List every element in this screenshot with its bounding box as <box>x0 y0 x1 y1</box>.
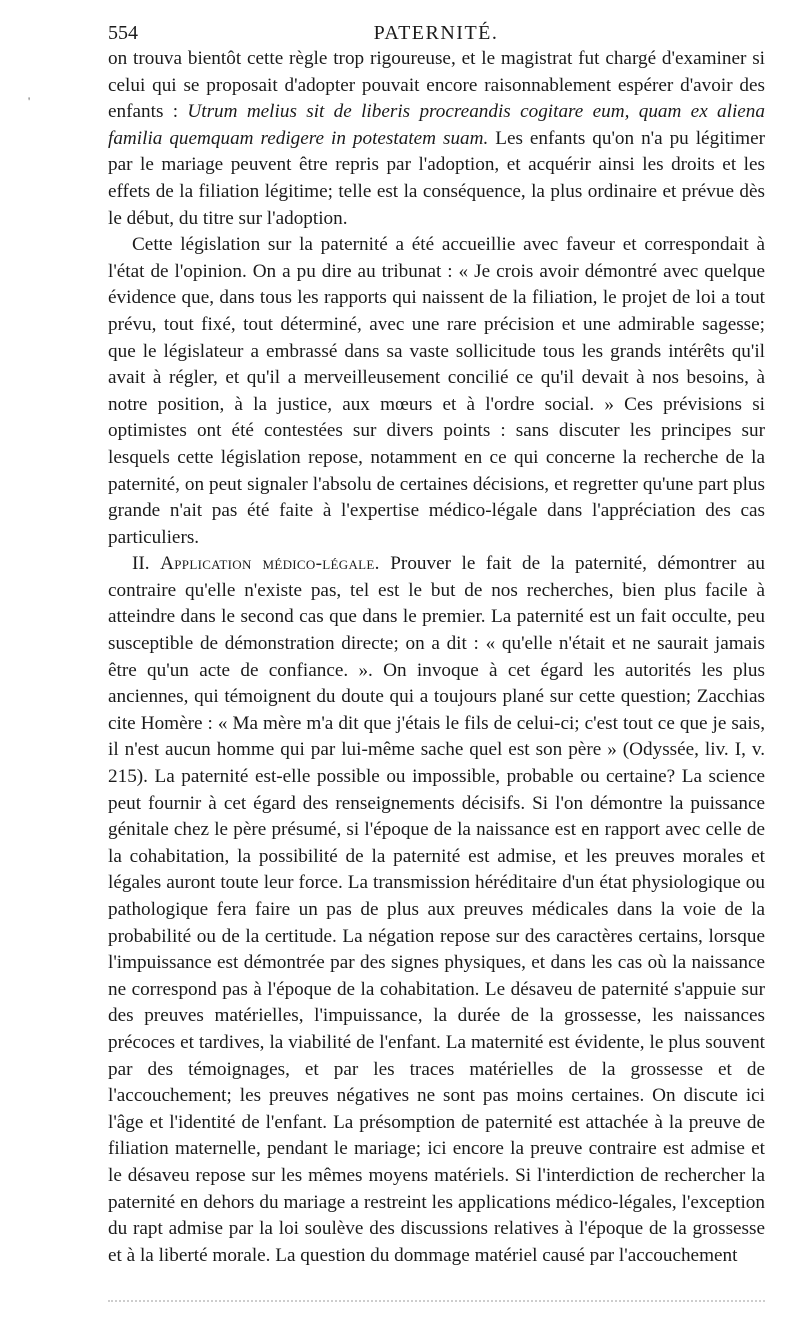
paragraph-text: Cette législation sur la paternité a été accueillie avec faveur et correspondait à l'état de l'opinion. On a pu dire au tribunat : « Je crois avoir démontré avec quelque évidence que, dans tous les rapports qui naissent de la filiation, le projet de loi a tout prévu, tout fixé, tout déterminé, avec une rare précision et une admirable sagesse; que le législateur a embrassé dans sa vaste sollicitude tous les grands intérêts qu'il avait à régler, et qu'il a merveilleusement concilié ce qu'il devait à nos besoins, à notre position, à la justice, aux mœurs et à l'ordre social. » Ces prévisions si optimistes ont été contestées sur divers points : sans discuter les principes sur lesquels cette législation repose, notamment en ce qui concerne la recherche de la paternité, on peut signaler l'absolu de certaines décisions, et regretter qu'une part plus grande n'ait pas été faite à l'expertise médico-légale dans l'appréciation des cas particuliers. <box>108 234 765 548</box>
paragraph-text: Les enfants qu'on n'a pu légitimer par le mariage peuvent être repris par l'adoption, et acquérir ainsi les droits et les effets de la filiation légitime; telle est la conséquence, la plus ordinaire et prévue dès le début, du titre sur l'adoption. <box>108 127 765 229</box>
page-number: 554 <box>108 22 138 44</box>
body-text <box>108 46 765 1269</box>
latin-quotation: Utrum melius sit de liberis procreandis cogitare eum, quam ex aliena familia quemquam redigere in potestatem suam. <box>108 101 765 149</box>
section-heading: Application médico-légale. <box>160 553 380 575</box>
paragraph-legislation <box>108 232 765 551</box>
paragraph-text: on trouva bientôt cette règle trop rigoureuse, et le magistrat fut chargé d'examiner si celui qui se proposait d'adopter pouvait encore raisonnablement espérer d'avoir des enfants : <box>108 48 765 123</box>
running-title: PATERNITÉ. <box>373 22 499 44</box>
paragraph-adoption <box>108 46 765 232</box>
paragraph-medico-legal <box>108 551 765 1269</box>
page-header <box>108 20 764 46</box>
margin-mark: ' <box>28 94 31 108</box>
show-through-line <box>108 1300 765 1306</box>
section-number: II. <box>132 553 161 575</box>
paragraph-text: Prouver le fait de la paternité, démontrer au contraire qu'elle n'existe pas, tel est le but de nos recherches, bien plus facile à atteindre dans le second cas que dans le premier. La paternité est un fait occulte, peu susceptible de démonstration directe; on a dit : « qu'elle n'était et ne saurait jamais être qu'un acte de confiance. ». On invoque à cet égard les autorités les plus anciennes, qui témoignent du doute qui a toujours plané sur cette question; Zacchias cite Homère : « Ma mère m'a dit que j'étais le fils de celui-ci; c'est tout ce que je sais, il n'est aucun homme qui par lui-même sache quel est son père » (Odyssée, liv. I, v. 215). La paternité est-elle possible ou impossible, probable ou certaine? La science peut fournir à cet égard des renseignements décisifs. Si l'on démontre la puissance génitale chez le père présumé, si l'époque de la naissance est en rapport avec celle de la cohabitation, la possibilité de la paternité est admise, et les preuves morales et légales auront toute leur force. La transmission héréditaire d'un état physiologique ou pathologique fera faire un pas de plus aux preuves médicales dans la voie de la probabilité ou de la certitude. La négation repose sur des caractères certains, lorsque l'impuissance est démontrée par des signes physiques, et dans les cas où la naissance ne correspond pas à l'époque de la cohabitation. Le désaveu de paternité s'appuie sur des preuves matérielles, l'impuissance, la durée de la grossesse, les naissances précoces et tardives, la viabilité de l'enfant. La maternité est évidente, le plus souvent par des témoignages, et par les traces matérielles de la grossesse et de l'accouchement; les preuves négatives ne sont pas moins certaines. On discute ici l'âge et l'identité de l'enfant. La présomption de paternité est attachée à la preuve de filiation maternelle, pendant le mariage; ici encore la preuve contraire est admise et le désaveu repose sur les mêmes moyens matériels. Si l'interdiction de rechercher la paternité en dehors du mariage a restreint les applications médico-légales, l'exception du rapt admise par la loi soulève des discussions relatives à l'époque de la grossesse et à la liberté morale. La question du dommage matériel causé par l'accouchement <box>108 553 766 1266</box>
